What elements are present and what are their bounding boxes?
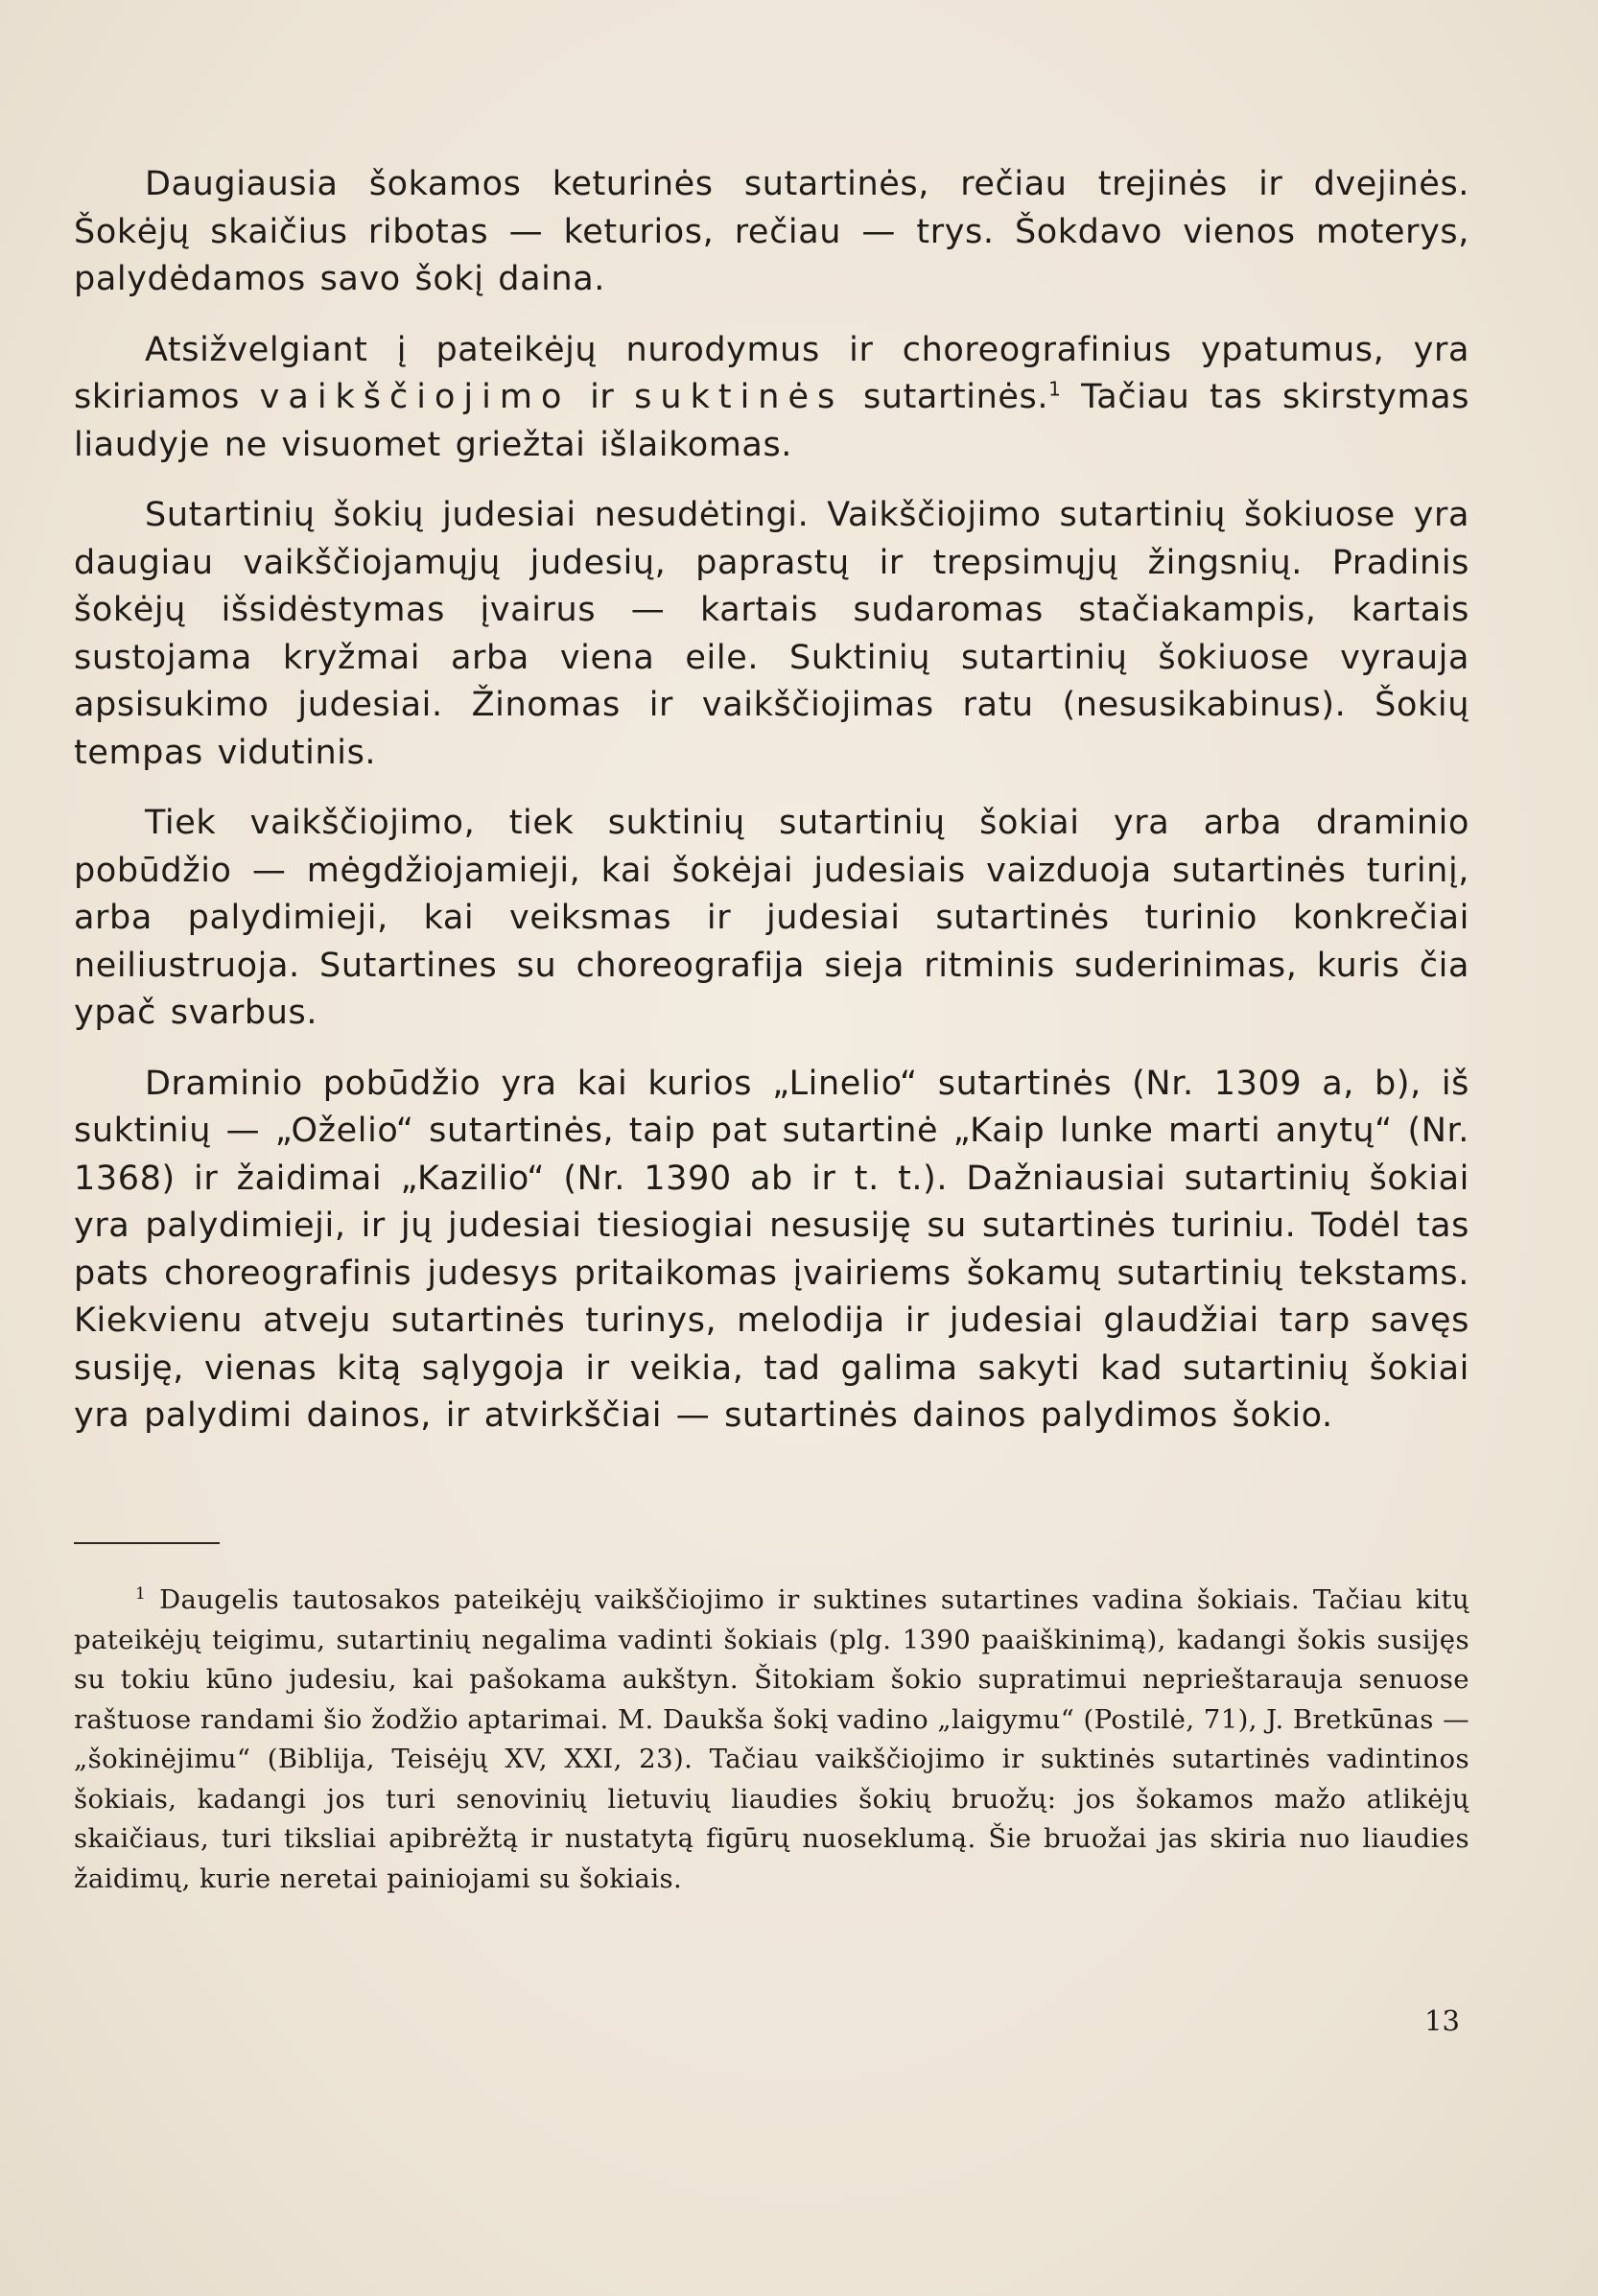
emphasis-vaikščiojimo: vaikščiojimo	[259, 378, 571, 416]
page-number: 13	[1424, 2004, 1460, 2037]
footnote	[74, 1581, 1469, 1899]
paragraph-2-noun: sutartinės.	[862, 378, 1049, 416]
emphasis-suktines: suktinės	[634, 378, 844, 416]
paragraph-3: Sutartinių šokių judesiai nesudėtingi. Vaikščiojimo sutartinių šokiuose yra daugiau vaikščiojamųjų judesių, paprastų ir trepsimųjų žingsnių. Pradinis šokėjų išsidėstymas įvairus — kartais sudaromas stačiakampis, kartais sustojama kryžmai arba viena eile. Suktinių sutartinių šokiuose vyrauja apsisukimo judesiai. Žinomas ir vaikščiojimas ratu (nesusikabinus). Šokių tempas vidutinis.	[74, 496, 1469, 772]
footnote-mark: 1	[135, 1583, 147, 1604]
paragraph-2-intro: Atsižvelgiant į pateikėjų nurodymus ir choreografinius ypatumus, yra skiriamos	[74, 330, 1469, 416]
footnote-text: Daugelis tautosakos pateikėjų vaikščiojimo ir suktines sutartines vadina šokiais. Tačiau kitų pateikėjų teigimu, sutartinių negalima vadinti šokiais (plg. 1390 paaiškinimą), kadangi šokis susijęs su tokiu kūno judesiu, kai pašokama aukštyn. Šitokiam šokio supratimui neprieštarauja senuose raštuose randami šio žodžio aptarimai. M. Daukša šokį vadino „laigymu“ (Postilė, 71), J. Bretkūnas — „šokinėjimu“ (Biblija, Teisėjų XV, XXI, 23). Tačiau vaikščiojimo ir suktinės sutartinės vadintinos šokiais, kadangi jos turi senovinių lietuvių liaudies šokių bruožų: jos šokamos mažo atlikėjų skaičiaus, turi tiksliai apibrėžtą ir nustatytą figūrų nuoseklumą. Šie bruožai jas skiria nuo liaudies žaidimų, kurie neretai painiojami su šokiais.	[74, 1584, 1469, 1894]
footnote-divider	[74, 1542, 220, 1544]
main-text	[74, 161, 1469, 1464]
paragraph-5: Draminio pobūdžio yra kai kurios „Linelio“ sutartinės (Nr. 1309 a, b), iš suktinių — „Oželio“ sutartinės, taip pat sutartinė „Kaip lunke marti anytų“ (Nr. 1368) ir žaidimai „Kazilio“ (Nr. 1390 ab ir t. t.). Dažniausiai sutartinių šokiai yra palydimieji, ir jų judesiai tiesiogiai nesusiję su sutartinės turiniu. Todėl tas pats choreografinis judesys pritaikomas įvairiems šokamų sutartinių tekstams. Kiekvienu atveju sutartinės turinys, melodija ir judesiai glaudžiai tarp savęs susiję, vienas kitą sąlygoja ir veikia, tad galima sakyti kad sutartinių šokiai yra palydimi dainos, ir atvirkščiai — sutartinės dainos palydimos šokio.	[74, 1064, 1469, 1435]
paragraph-1: Daugiausia šokamos keturinės sutartinės, rečiau trejinės ir dvejinės. Šokėjų skaičius ribotas — keturios, rečiau — trys. Šokdavo vienos moterys, palydėdamos savo šokį daina.	[74, 165, 1469, 298]
footnote-reference[interactable]: 1	[1048, 377, 1062, 401]
paragraph-2-rest: Tačiau tas skirstymas liaudyje ne visuomet griežtai išlaikomas.	[74, 378, 1470, 464]
paragraph-2-conjunction: ir	[590, 378, 615, 416]
paragraph-2	[74, 327, 1469, 470]
paragraph-4: Tiek vaikščiojimo, tiek suktinių sutartinių šokiai yra arba draminio pobūdžio — mėgdžiojamieji, kai šokėjai judesiais vaizduoja sutartinės turinį, arba palydimieji, kai veiksmas ir judesiai sutartinės turinio konkrečiai neiliustruoja. Sutartines su choreografija sieja ritminis suderinimas, kuris čia ypač svarbus.	[74, 804, 1469, 1032]
